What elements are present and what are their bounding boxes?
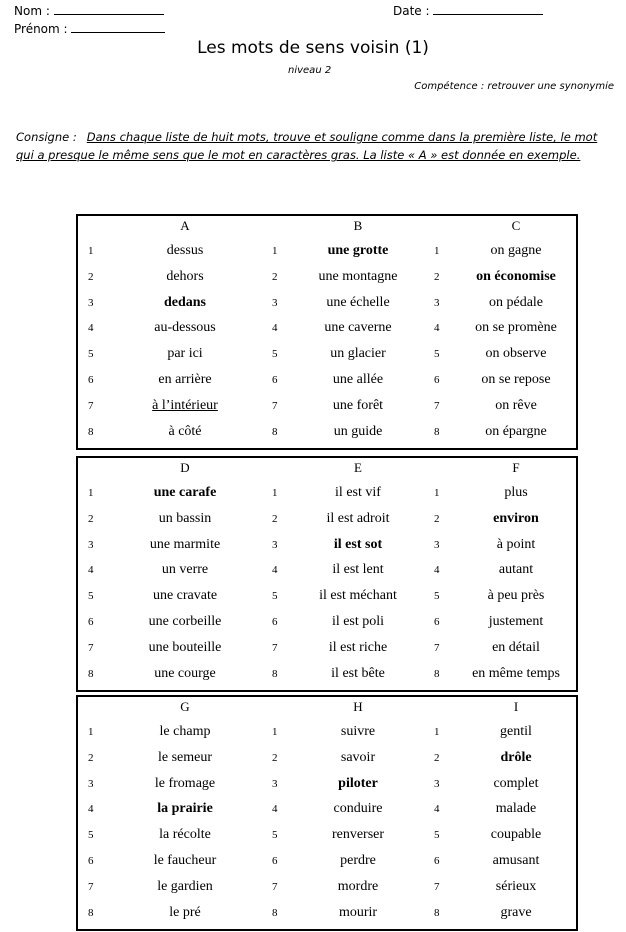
word-choice[interactable]: une caverne <box>324 320 392 336</box>
word-choice[interactable]: une cravate <box>152 588 218 604</box>
item-number: 2 <box>272 751 278 764</box>
word-choice[interactable]: le pré <box>169 904 201 920</box>
list-letter: C <box>511 218 521 233</box>
item-number: 7 <box>88 399 94 412</box>
item-number: 8 <box>88 906 94 919</box>
item-number: 7 <box>88 880 94 893</box>
word-choice[interactable]: on rêve <box>495 397 537 413</box>
prenom-label: Prénom : <box>14 22 68 36</box>
item-number: 1 <box>272 487 278 499</box>
instructions-text: Dans chaque liste de huit mots, trouve et souligne comme dans la première liste, le mot qui a presque le même sens que le mot en caractères gras. La liste « A » est donnée en exemple. <box>16 130 598 162</box>
list-letter: G <box>180 699 190 714</box>
word-choice[interactable]: dehors <box>166 268 204 284</box>
item-number: 8 <box>434 425 440 438</box>
word-choice[interactable]: mourir <box>338 904 378 920</box>
item-number: 8 <box>88 425 94 438</box>
word-choice[interactable]: le faucheur <box>153 853 217 868</box>
item-number: 3 <box>272 538 278 551</box>
item-number: 1 <box>88 487 94 499</box>
item-number: 6 <box>272 374 278 386</box>
word-choice[interactable]: perdre <box>340 853 376 868</box>
word-choice[interactable]: coupable <box>490 827 542 843</box>
item-number: 7 <box>272 880 278 893</box>
word-choice[interactable]: en même temps <box>472 665 560 681</box>
word-choice[interactable]: renverser <box>331 827 385 843</box>
item-number: 6 <box>434 855 440 867</box>
word-choice[interactable]: suivre <box>340 724 376 739</box>
item-number: 6 <box>88 616 94 628</box>
word-choice[interactable]: à côté <box>168 423 202 439</box>
item-number: 2 <box>434 751 440 764</box>
item-number: 1 <box>272 245 278 257</box>
word-choice[interactable]: une carafe <box>153 485 217 500</box>
word-choice[interactable]: le fromage <box>154 775 216 791</box>
word-choice[interactable]: une courge <box>154 665 216 681</box>
instructions <box>16 128 614 164</box>
item-number: 4 <box>88 564 94 577</box>
word-choice[interactable]: on épargne <box>485 423 547 439</box>
word-choice[interactable]: le champ <box>159 724 211 739</box>
word-choice[interactable]: il est poli <box>331 614 385 629</box>
level-label: niveau 2 <box>288 65 332 76</box>
word-choice[interactable]: une allée <box>332 372 384 387</box>
list-letter: F <box>512 460 520 475</box>
word-list-block <box>76 456 578 692</box>
item-number: 4 <box>434 803 440 816</box>
word-choice[interactable]: grave <box>500 904 532 920</box>
word-choice[interactable]: il est méchant <box>319 588 397 604</box>
word-choice[interactable]: dessus <box>166 243 204 258</box>
item-number: 5 <box>272 348 278 361</box>
word-choice[interactable]: sérieux <box>495 878 537 894</box>
item-number: 6 <box>434 374 440 386</box>
item-number: 8 <box>434 906 440 919</box>
word-choice[interactable]: un bassin <box>158 510 212 526</box>
item-number: 4 <box>88 322 94 335</box>
item-number: 5 <box>88 348 94 361</box>
date-line <box>433 2 543 15</box>
item-number: 4 <box>434 564 440 577</box>
item-number: 4 <box>272 564 278 577</box>
word-choice[interactable]: une bouteille <box>148 639 222 655</box>
item-number: 6 <box>272 616 278 628</box>
item-number: 5 <box>272 829 278 842</box>
item-number: 2 <box>88 270 94 283</box>
word-choice[interactable]: savoir <box>340 749 376 765</box>
word-choice[interactable]: il est vif <box>335 485 381 500</box>
item-number: 4 <box>434 322 440 335</box>
date-field <box>393 2 543 18</box>
word-choice[interactable]: amusant <box>492 853 540 868</box>
word-choice[interactable]: gentil <box>500 724 532 739</box>
word-choice[interactable]: la récolte <box>159 827 211 843</box>
item-number: 3 <box>434 296 440 309</box>
word-choice[interactable]: un glacier <box>330 346 386 362</box>
item-number: 1 <box>272 726 278 738</box>
item-number: 1 <box>88 245 94 257</box>
competence-label: Compétence : retrouver une synonymie <box>414 81 614 92</box>
item-number: 2 <box>88 512 94 525</box>
item-number: 4 <box>88 803 94 816</box>
list-letter: D <box>180 460 190 475</box>
item-number: 7 <box>272 641 278 654</box>
word-choice[interactable]: on pédale <box>488 294 544 310</box>
item-number: 6 <box>88 855 94 867</box>
word-choice[interactable]: on observe <box>485 346 547 362</box>
word-choice[interactable]: il est lent <box>332 562 384 578</box>
item-number: 6 <box>272 855 278 867</box>
word-choice[interactable]: en détail <box>492 639 540 655</box>
word-choice[interactable]: autant <box>498 562 534 578</box>
word-list-block <box>76 695 578 931</box>
item-number: 3 <box>88 777 94 790</box>
list-letter: A <box>180 218 190 233</box>
word-list-block <box>76 214 578 450</box>
list-letter: B <box>353 218 363 233</box>
item-number: 6 <box>434 616 440 628</box>
item-number: 1 <box>434 487 440 499</box>
item-number: 8 <box>434 667 440 680</box>
nom-line <box>54 2 164 15</box>
item-number: 2 <box>88 751 94 764</box>
word-choice[interactable]: on se promène <box>475 320 557 336</box>
nom-field <box>14 2 164 18</box>
word-choice[interactable]: on se repose <box>481 372 551 387</box>
item-number: 3 <box>88 296 94 309</box>
item-number: 1 <box>434 245 440 257</box>
word-choice[interactable]: il est riche <box>328 639 388 655</box>
word-choice[interactable]: une marmite <box>149 536 221 552</box>
item-number: 2 <box>272 270 278 283</box>
page-title: Les mots de sens voisin (1) <box>197 38 429 58</box>
item-number: 2 <box>434 270 440 283</box>
list-letter: H <box>353 699 363 714</box>
item-number: 3 <box>434 538 440 551</box>
word-choice[interactable]: malade <box>495 801 537 817</box>
word-choice[interactable]: il est adroit <box>326 510 390 526</box>
word-choice[interactable]: une corbeille <box>148 614 222 629</box>
item-number: 3 <box>272 777 278 790</box>
item-number: 5 <box>88 829 94 842</box>
item-number: 4 <box>272 803 278 816</box>
word-choice[interactable]: drôle <box>500 749 532 765</box>
word-choice[interactable]: par ici <box>167 346 203 362</box>
word-choice[interactable]: en arrière <box>158 372 212 387</box>
nom-label: Nom : <box>14 4 50 18</box>
word-choice[interactable]: on gagne <box>490 243 542 258</box>
item-number: 2 <box>272 512 278 525</box>
word-choice[interactable]: le gardien <box>157 878 213 894</box>
word-choice[interactable]: une montagne <box>318 268 398 284</box>
word-choice[interactable]: il est sot <box>333 536 383 552</box>
item-number: 3 <box>272 296 278 309</box>
item-number: 5 <box>272 590 278 603</box>
word-choice[interactable]: le semeur <box>157 749 213 765</box>
item-number: 8 <box>88 667 94 680</box>
list-letter: E <box>354 460 362 475</box>
word-choice[interactable]: un verre <box>161 562 209 578</box>
item-number: 7 <box>434 399 440 412</box>
prenom-line <box>71 20 165 33</box>
item-number: 8 <box>272 906 278 919</box>
item-number: 6 <box>88 374 94 386</box>
list-letter: I <box>513 699 519 714</box>
prenom-field <box>14 20 165 36</box>
word-choice[interactable]: complet <box>493 775 539 791</box>
word-choice[interactable]: dedans <box>163 294 207 310</box>
word-choice[interactable]: la prairie <box>157 801 213 817</box>
word-choice[interactable]: une grotte <box>327 243 389 258</box>
item-number: 8 <box>272 667 278 680</box>
word-choice[interactable]: il est bête <box>331 665 385 681</box>
item-number: 8 <box>272 425 278 438</box>
item-number: 3 <box>88 538 94 551</box>
item-number: 2 <box>434 512 440 525</box>
item-number: 7 <box>88 641 94 654</box>
word-choice[interactable]: plus <box>504 485 528 500</box>
item-number: 5 <box>88 590 94 603</box>
word-choice[interactable]: à peu près <box>487 588 545 604</box>
word-choice[interactable]: conduire <box>333 801 383 817</box>
item-number: 7 <box>434 641 440 654</box>
item-number: 3 <box>434 777 440 790</box>
word-choice[interactable]: piloter <box>338 775 378 791</box>
word-choice[interactable]: mordre <box>337 878 379 894</box>
word-choice[interactable]: une échelle <box>326 294 390 310</box>
item-number: 5 <box>434 590 440 603</box>
word-choice[interactable]: une forêt <box>332 397 384 413</box>
item-number: 1 <box>434 726 440 738</box>
item-number: 4 <box>272 322 278 335</box>
item-number: 7 <box>434 880 440 893</box>
item-number: 7 <box>272 399 278 412</box>
word-choice[interactable]: justement <box>488 614 544 629</box>
item-number: 5 <box>434 829 440 842</box>
instructions-label: Consigne : <box>16 130 77 144</box>
word-choice[interactable]: un guide <box>333 423 383 439</box>
date-label: Date : <box>393 4 430 18</box>
item-number: 1 <box>88 726 94 738</box>
word-choice[interactable]: au-dessous <box>154 320 216 336</box>
item-number: 5 <box>434 348 440 361</box>
word-choice[interactable]: environ <box>493 510 539 526</box>
word-choice[interactable]: on économise <box>476 268 556 284</box>
word-choice[interactable]: à point <box>496 536 536 552</box>
word-choice[interactable]: à l’intérieur <box>152 397 218 413</box>
